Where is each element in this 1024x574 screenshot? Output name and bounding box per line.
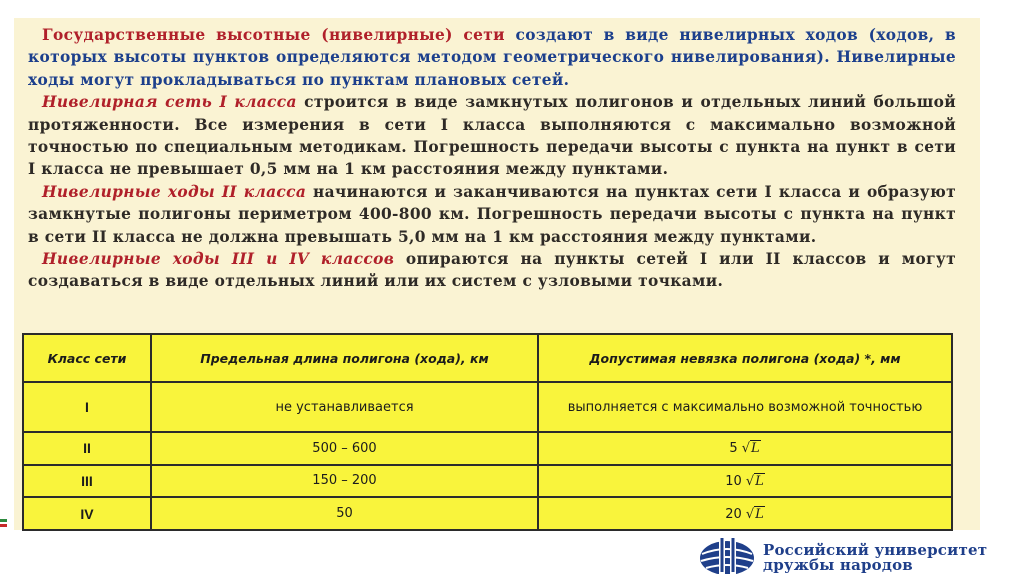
cell-tolerance — [538, 497, 952, 530]
table-row — [23, 465, 952, 498]
table-row — [23, 497, 952, 530]
sqrt-formula: √L — [745, 506, 764, 522]
tolerance-coefficient: 5 — [729, 441, 738, 457]
paragraph-text: начинаются и заканчиваются на пунктах сети I класса и образуют замкнутые полигоны периметром 400-800 км. Погрешность передачи высоты с пункта на пункт в сети II класса не должна превышать 5,0 мм на 1 км расстояния между пунктами. — [28, 182, 956, 246]
term-class-3-4: Нивелирные ходы III и IV классов — [42, 250, 395, 269]
cell-tolerance — [538, 465, 952, 498]
logo-text-line-2: дружбы народов — [763, 556, 913, 574]
table-row — [23, 382, 952, 432]
paragraph-text: строится в виде замкнутых полигонов и отдельных линий большой протяженности. Все измерения в сети I класса выполняются с максимально возможной точностью по специальным методикам. Погрешность передачи высоты с пункта на пункт в сети I класса не превышает 0,5 мм на 1 км расстояния между пунктами. — [28, 93, 956, 179]
sqrt-formula: √L — [741, 441, 760, 457]
paragraph-text: опираются на пункты сетей I или II классов и могут создаваться в виде отдельных линий или их систем с узловыми точками. — [28, 250, 956, 291]
cell-length: 500 – 600 — [151, 432, 538, 465]
cell-length: 150 – 200 — [151, 465, 538, 498]
header-tolerance: Допустимая невязка полигона (хода) *, мм — [538, 334, 952, 382]
tolerance-coefficient: 10 — [725, 473, 742, 489]
paragraph-state-networks — [28, 24, 956, 91]
body-text — [28, 24, 956, 293]
term-state-networks: Государственные высотные (нивелирные) сети — [42, 26, 505, 44]
cell-class: II — [23, 432, 151, 465]
radicand: L — [751, 441, 760, 457]
cell-class: I — [23, 382, 151, 432]
paragraph-class-1 — [28, 91, 956, 181]
term-class-1: Нивелирная сеть I класса — [42, 93, 297, 112]
tolerance-coefficient: 20 — [725, 506, 742, 522]
paragraph-text: создают в виде нивелирных ходов (ходов, в которых высоты пунктов определяются методом геометрического нивелирования). Нивелирные ходы могут прокладываться по пунктам плановых сетей. — [28, 26, 957, 89]
paragraph-class-2 — [28, 181, 956, 248]
header-class: Класс сети — [23, 334, 151, 382]
header-length: Предельная длина полигона (хода), км — [151, 334, 538, 382]
cell-class: IV — [23, 497, 151, 530]
table-row — [23, 432, 952, 465]
flag-stripe-mark — [0, 519, 7, 529]
rudn-globe-emblem-icon — [697, 532, 757, 574]
radicand: L — [755, 506, 764, 522]
university-logo — [697, 532, 1017, 574]
cell-length: не устанавливается — [151, 382, 538, 432]
sqrt-formula: √L — [745, 473, 764, 489]
cell-length: 50 — [151, 497, 538, 530]
radicand: L — [755, 473, 764, 489]
table-header-row — [23, 334, 952, 382]
cell-class: III — [23, 465, 151, 498]
paragraph-class-3-4 — [28, 248, 956, 293]
logo-text-line-1: Российский университет — [763, 541, 988, 559]
term-class-2: Нивелирные ходы II класса — [42, 182, 307, 201]
leveling-classes-table — [22, 333, 953, 531]
cell-tolerance: выполняется с максимально возможной точностью — [538, 382, 952, 432]
cell-tolerance — [538, 432, 952, 465]
